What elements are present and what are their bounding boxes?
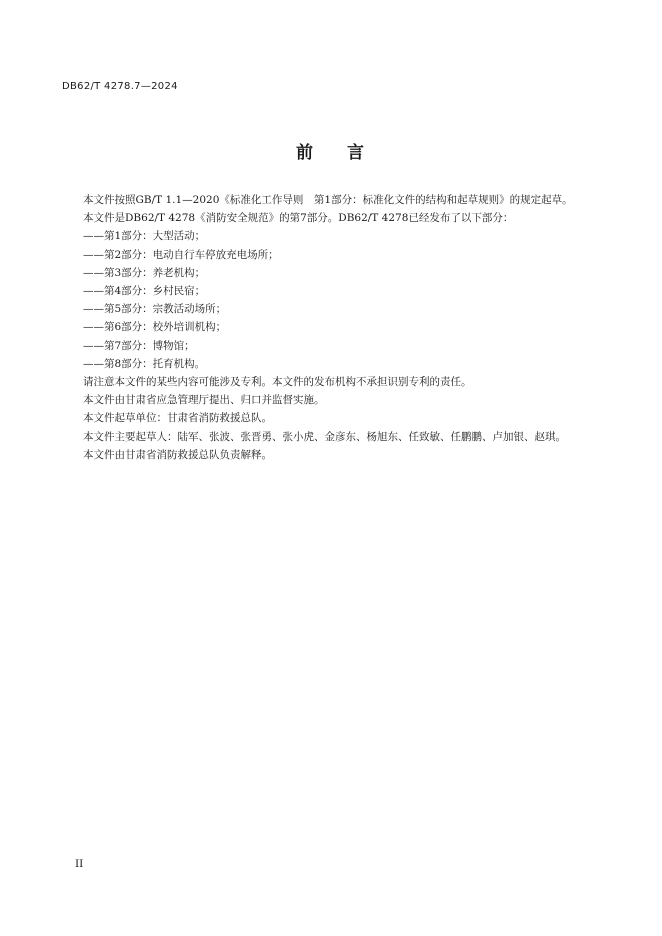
list-item: ——第2部分：电动自行车停放充电场所； [83,248,279,261]
paragraph-drafting-basis: 本文件按照GB/T 1.1—2020《标准化工作导则 第1部分：标准化文件的结构和起草规则》的规定起草。 [83,194,573,206]
list-item: ——第8部分：托育机构。 [83,357,206,370]
list-item: ——第3部分：养老机构； [83,266,206,279]
page-number: II [75,858,84,870]
title-char-2: 言 [347,143,366,163]
document-code: DB62/T 4278.7—2024 [62,81,178,92]
paragraph-drafting-unit: 本文件起草单位：甘肃省消防救援总队。 [83,412,272,425]
list-item: ——第7部分：博物馆； [83,339,195,352]
paragraph-series-info: 本文件是DB62/T 4278《消防安全规范》的第7部分。DB62/T 4278已经发布了以下部分： [83,212,514,225]
page-title [0,138,662,163]
paragraph-drafters: 本文件主要起草人：陆军、张波、张晋勇、张小虎、金彦东、杨旭东、任致敏、任鹏鹏、卢加银、赵琪。 [83,430,566,443]
paragraph-patent-notice: 请注意本文件的某些内容可能涉及专利。本文件的发布机构不承担识别专利的责任。 [83,376,472,389]
preface-body [62,191,590,464]
title-char-1: 前 [296,143,315,163]
paragraph-interpretation: 本文件由甘肃省消防救援总队负责解释。 [83,448,272,461]
list-item: ——第6部分：校外培训机构； [83,321,227,334]
list-item: ——第4部分：乡村民宿； [83,285,206,298]
list-item: ——第5部分：宗教活动场所； [83,303,227,316]
list-item: ——第1部分：大型活动； [83,230,206,243]
paragraph-proposer: 本文件由甘肃省应急管理厅提出、归口并监督实施。 [83,394,325,407]
